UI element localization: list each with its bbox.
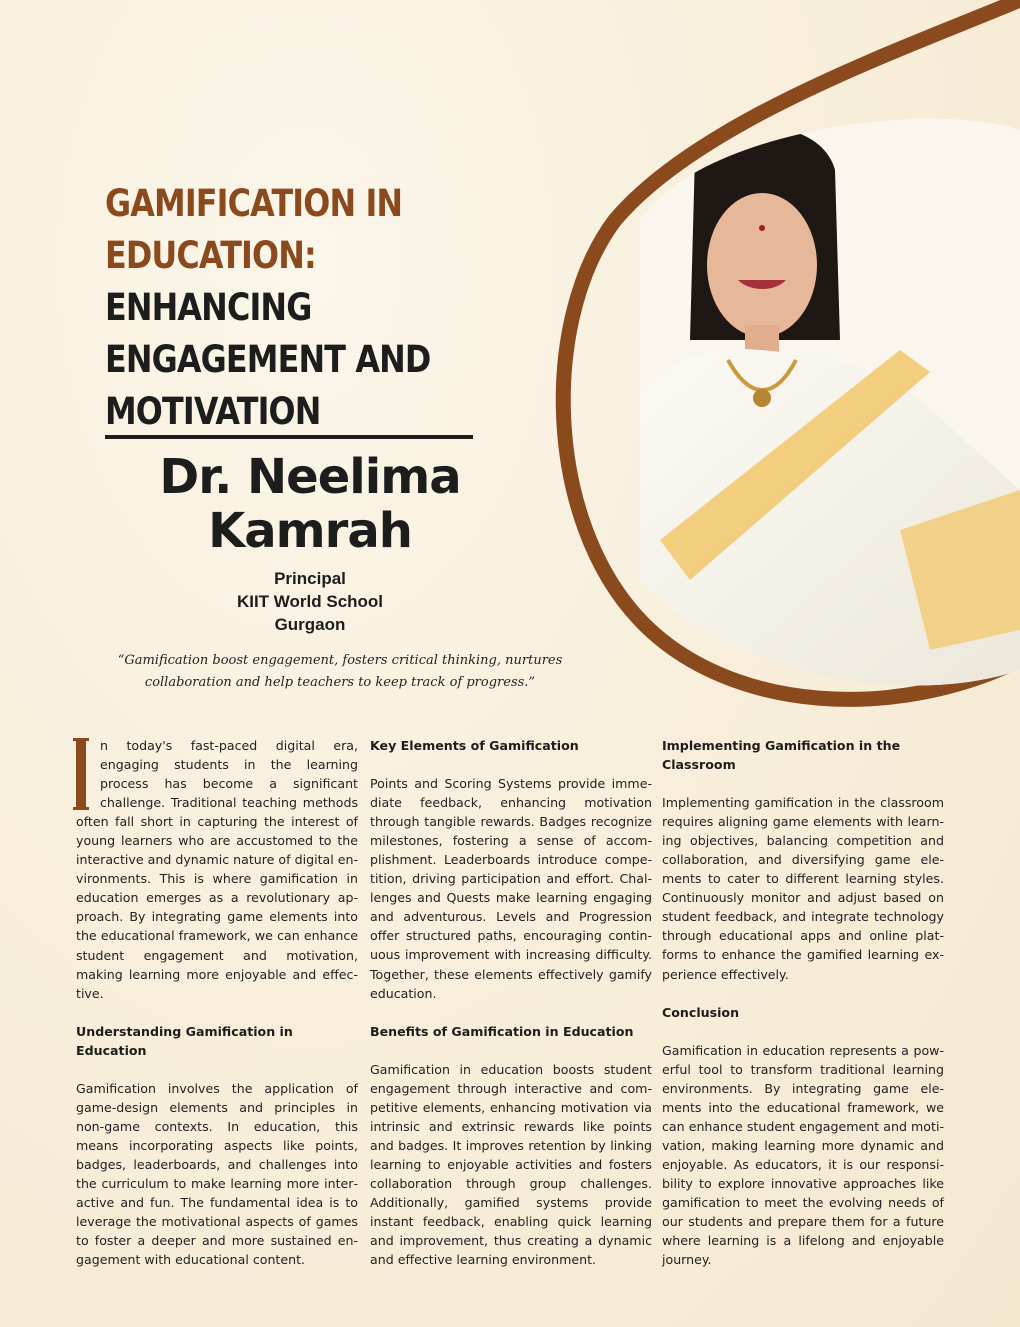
author-city: Gurgaon <box>274 615 346 634</box>
title-line: ENHANCING <box>105 286 312 329</box>
section-paragraph: Implementing gamification in the classroom requires aligning game elements with learning objectives, balancing competition and collaboration, and diversifying game elements to cater to different learning styles. Continuously monitor and adjust based on student feedback, and integrate technology through educational apps and online platforms to enhance the gamified learning experience effectively. <box>662 795 944 982</box>
title-line: MOTIVATION <box>105 390 321 433</box>
section-heading: Key Elements of Gamification <box>370 738 579 753</box>
column-2 <box>370 736 652 1269</box>
section-paragraph: Points and Scoring Systems provide immediate feedback, enhancing motivation through tangible rewards. Badges recognize milestones, fostering a sense of accomplishment. Leaderboards introduce competition, driving participation and effort. Challenges and Quests make learning engaging and adventurous. Levels and Progression offer structured paths, encouraging continuous improvement with increasing difficulty. Together, these elements effectively gamify education. <box>370 776 652 1001</box>
author-role <box>160 567 460 636</box>
author-last: Kamrah <box>208 503 412 559</box>
section-paragraph: Gamification in education represents a powerful tool to transform traditional learning environments. By integrating game elements into the educational framework, we can enhance student engagement and motivation, making learning more dynamic and enjoyable. As educators, it is our responsibility to explore innovative approaches like gamification to meet the evolving needs of our students and prepare them for a future where learning is a lifelong and enjoyable journey. <box>662 1042 944 1268</box>
column-3 <box>662 736 944 1269</box>
drop-cap <box>76 738 86 810</box>
section-heading: Implementing Gamification in the Classroom <box>662 738 901 773</box>
principal-portrait <box>600 110 1020 700</box>
column-1 <box>76 736 358 1269</box>
article-title <box>105 178 432 438</box>
section-paragraph: Gamification in education boosts student engagement through interactive and competitive elements, enhancing motivation via intrinsic and extrinsic rewards like points and badges. It improves retention by linking learning to enjoyable activities and fosters collaboration through group challenges. Additionally, gamified systems provide instant feedback, enabling quick learning and improvement, thus creating a dynamic and effective learning environment. <box>370 1061 652 1268</box>
title-line: ENGAGEMENT AND <box>105 338 431 381</box>
author-position: Principal <box>274 569 346 588</box>
title-line: EDUCATION: <box>105 234 316 277</box>
section-heading: Understanding Gamification in Education <box>76 1023 293 1058</box>
author-first: Dr. Neelima <box>159 449 461 505</box>
quote-line: collaboration and help teachers to keep track of progress.” <box>144 675 536 690</box>
section-heading: Conclusion <box>662 1004 740 1020</box>
pull-quote <box>105 650 575 694</box>
author-school: KIIT World School <box>236 592 384 611</box>
quote-line: “Gamification boost engagement, fosters critical thinking, nurtures <box>117 653 563 668</box>
author-name <box>105 450 515 558</box>
title-line: GAMIFICATION IN <box>105 182 403 225</box>
title-divider <box>105 435 473 439</box>
section-paragraph: Gamification involves the application of game-design elements and principles in non-game contexts. In education, this means incorporating aspects like points, badges, leaderboards, and challenges into the curriculum to make learning more interactive and fun. The fundamental idea is to leverage the motivational aspects of games to foster a deeper and more sustained engagement with educational content. <box>76 1080 358 1268</box>
intro-paragraph: n today's fast-paced digital era, engaging students in the learning process has become a significant challenge. Traditional teaching methods often fall short in capturing the interest of young learners who are accustomed to the interactive and dynamic nature of digital environments. This is where gamification in education emerges as a revolutionary approach. By integrating game elements into the educational framework, we can enhance student engagement and motivation, making learning more enjoyable and effective. <box>76 738 358 1001</box>
section-heading: Benefits of Gamification in Education <box>370 1023 634 1039</box>
